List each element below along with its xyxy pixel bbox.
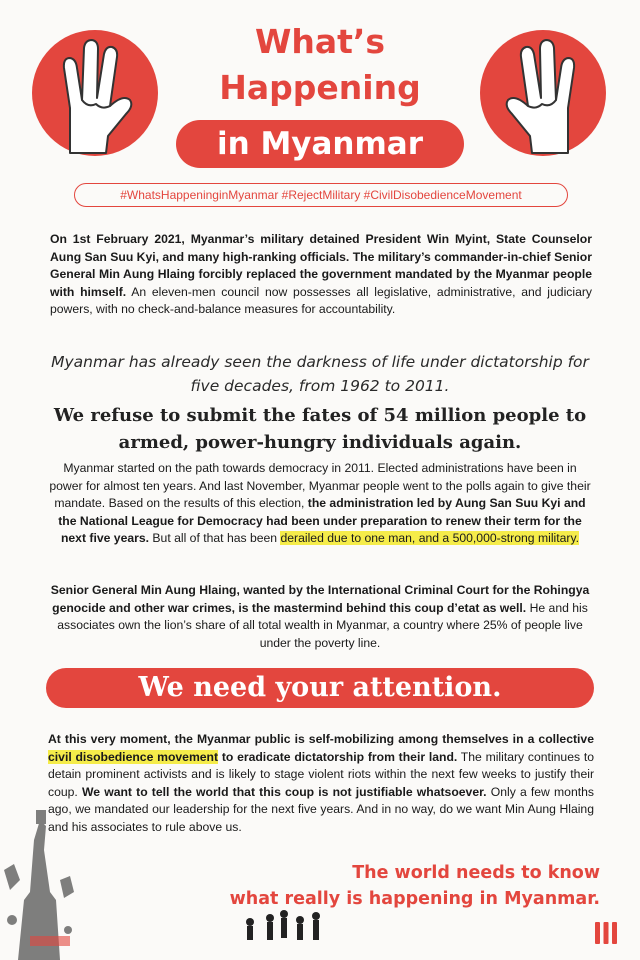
intro-bold: On 1st February 2021, Myanmar’s military detained President Win Myint, State Counselor Aung San Suu Kyi, and many high-ranking officials. The military’s commander-in-chief Senior General Min Aung Hlaing forcibly replaced the government mandated by the Myanmar people with himself.	[50, 232, 592, 299]
intro-paragraph	[50, 231, 592, 319]
title-line-1: What’s	[254, 22, 386, 61]
three-finger-salute-icon	[30, 28, 160, 158]
closing-line-2: what really is happening in Myanmar.	[229, 889, 600, 909]
para4-normal2: Only a few months ago, we mandated our leadership for the next five years. And in no way, do we want Min Aung Hlaing and his associates to rule above us.	[48, 784, 594, 834]
para4-bold1: At this very moment, the Myanmar public is self-mobilizing among themselves in a collective	[48, 732, 594, 746]
hashtags: #WhatsHappeninginMyanmar #RejectMilitary #CivilDisobedienceMovement	[74, 183, 568, 207]
para2-highlight: derailed due to one man, and a 500,000-strong military.	[280, 531, 580, 545]
para3-normal: He and his associates own the lion’s share of all total wealth in Myanmar, a country where 25% of people live under the poverty line.	[57, 600, 588, 650]
para4-highlight: civil disobedience movement	[48, 749, 219, 764]
para2-normal2: But all of that has been	[149, 531, 281, 545]
attention-banner: We need your attention.	[46, 668, 594, 708]
title-line-3: in Myanmar	[176, 120, 464, 168]
para4-bold2: to eradicate dictatorship from their land.	[218, 749, 458, 764]
para4-bold3: We want to tell the world that this coup is not justifiable whatsoever.	[81, 784, 487, 799]
paragraph-2	[46, 460, 594, 548]
paragraph-3	[46, 582, 594, 652]
italic-quote: Myanmar has already seen the darkness of life under dictatorship for five decades, from 1962 to 2011.	[51, 353, 589, 395]
closing-line-1: The world needs to know	[352, 863, 600, 883]
intro-normal: An eleven-men council now possesses all legislative, administrative, and judiciary powers, with no check-and-balance measures for accountability.	[50, 284, 593, 316]
para2-normal: Myanmar started on the path towards democracy in 2011. Elected administrations have been in power for almost ten years. And last November, Myanmar people went to the polls again to give their mandate. Based on the results of this election,	[49, 461, 591, 510]
serif-heading: We refuse to submit the fates of 54 million people to armed, power-hungry individuals again.	[53, 405, 587, 453]
red-bars-icon	[594, 920, 618, 946]
title-line-2: Happening	[219, 68, 421, 107]
closing-message	[180, 860, 600, 912]
para2-bold: the administration led by Aung San Suu Kyi and the National League for Democracy had been under preparation to renew their term for the next five years.	[58, 496, 586, 545]
para4-normal1: The military continues to detain prominent activists and is likely to stage violent riots within the next few weeks to justify their coup.	[48, 749, 594, 799]
para3-bold: Senior General Min Aung Hlaing, wanted by the International Criminal Court for the Rohingya genocide and other war crimes, is the mastermind behind this coup d’etat as well.	[50, 583, 590, 615]
three-finger-salute-icon	[478, 28, 608, 158]
